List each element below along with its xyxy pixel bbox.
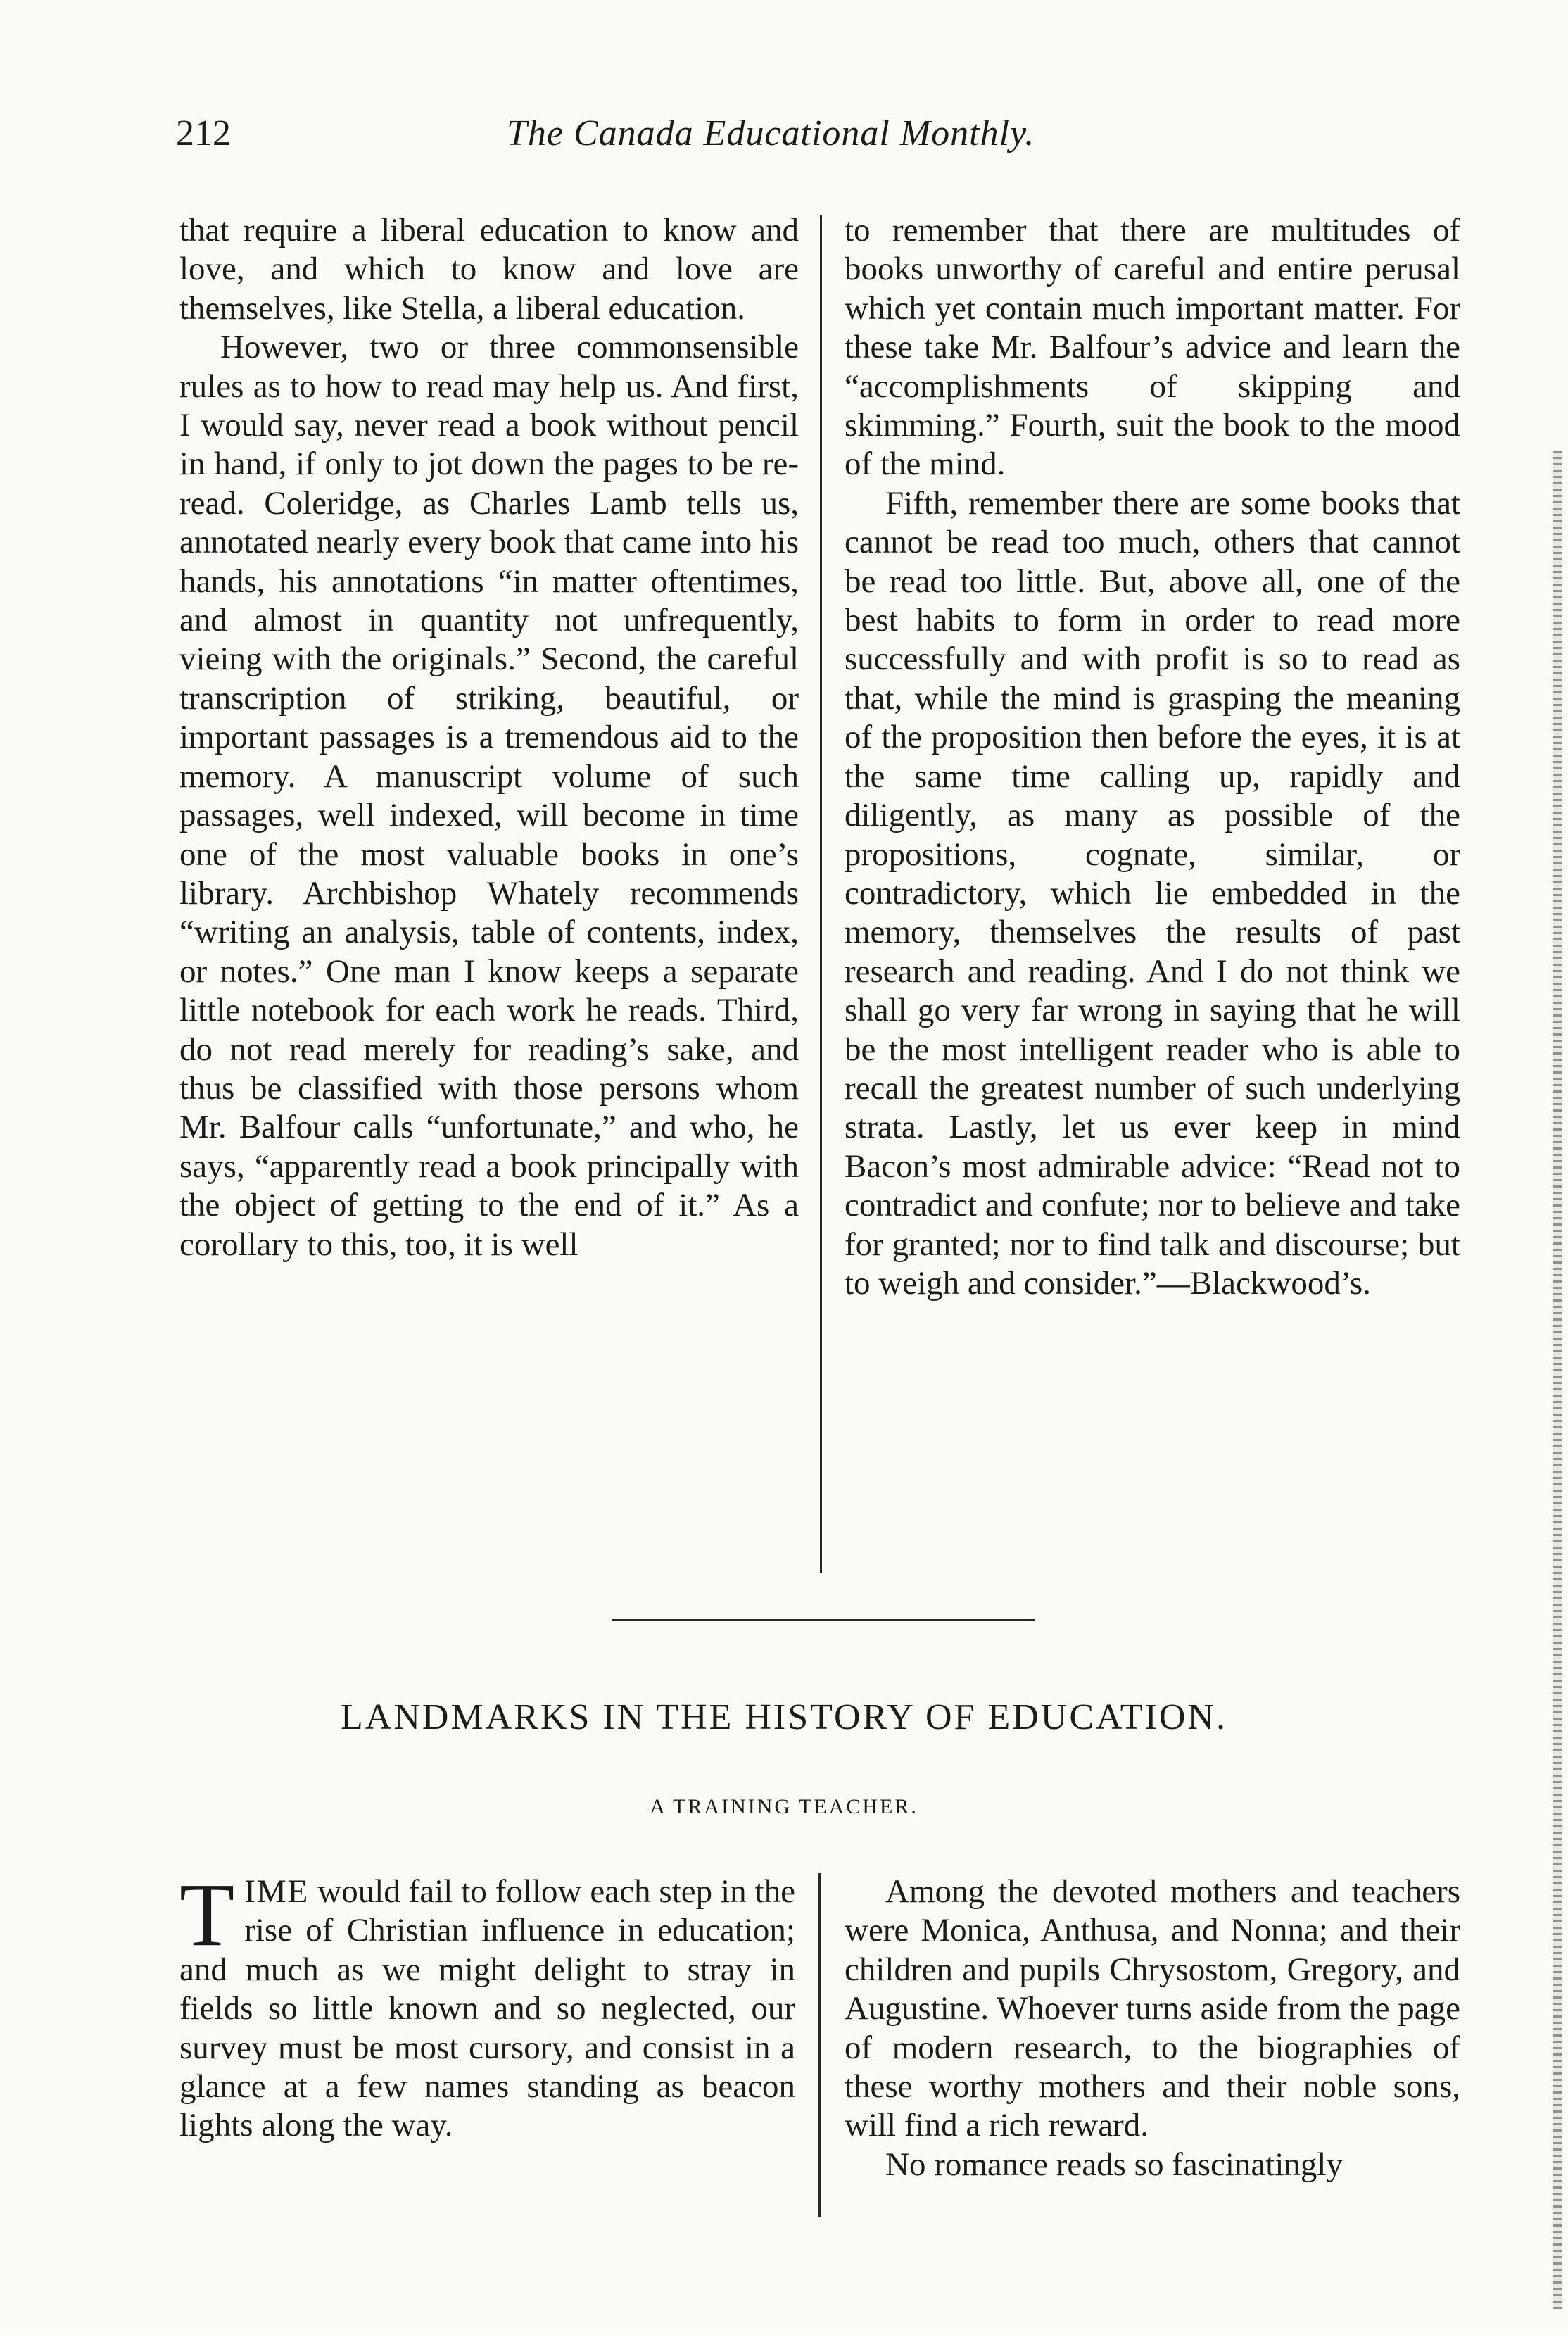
top-left-column [179,211,799,1264]
top-right-column [845,211,1460,1303]
column-rule [820,215,822,1573]
running-head [176,113,1175,169]
paragraph: to remember that there are multitudes of books unworthy of careful and entire perusal which yet contain much important matter. For these take Mr. Balfour’s advice and learn the “accomplishments of skipping and skimming.” Fourth, suit the book to the mood of the mind. [845,212,1460,483]
page-number: 212 [176,113,231,153]
bottom-left-column [179,1865,795,2146]
column-rule [818,1873,821,2217]
paragraph: However, two or three commonsensible rules as to how to read may help us. And first, I would say, never read a book without pencil in hand, if only to jot down the pages to be reread. Coleridge, as Charles Lamb tells us, annotated nearly every book that came into his hands, his annotations “in matter oftentimes, and almost in quantity not unfrequently, vieing with the originals.” Second, the careful transcription of striking, beautiful, or important passages is a tremendous aid to the memory. A manuscript volume of such passages, well indexed, will become in time one of the most valuable books in one’s library. Archbishop Whately recommends “writing an analysis, table of contents, index, or notes.” One man I know keeps a separate little notebook for each work he reads. Third, do not read merely for reading’s sake, and thus be classified with those persons whom Mr. Balfour calls “unfortunate,” and who, he says, “apparently read a book principally with the object of getting to the end of it.” As a corollary to this, too, it is well [179,329,799,1263]
paragraph: Among the devoted mothers and teachers were Monica, Anthusa, and Nonna; and their children and pupils Chrysostom, Gregory, and Augustine. Whoever turns aside from the page of modern research, to the biographies of these worthy mothers and their noble sons, will find a rich reward. [845,1873,1460,2144]
paragraph: Fifth, remember there are some books that cannot be read too much, others that cannot be read too little. But, above all, one of the best habits to form in order to read more successfully and with profit is so to read as that, while the mind is grasping the meaning of the proposition then before the eyes, it is at the same time calling up, rapidly and diligently, as many as possible of the propositions, cognate, similar, or contradictory, which lie embedded in the memory, themselves the results of past research and reading. And I do not think we shall go very far wrong in saying that he will be the most intelligent reader who is able to recall the greatest number of such underlying strata. Lastly, let us ever keep in mind Bacon’s most admirable advice: “Read not to contradict and confute; nor to believe and take for granted; nor to find talk and discourse; but to weigh and consider.”—Blackwood’s. [845,484,1460,1302]
page-edge-shadow [1553,451,1562,2309]
opening-paragraph [179,1865,795,2146]
paragraph-text: would fail to follow each step in the rise of Christian influence in education; and much as we might delight to stray in fields so little known and so neglected, our survey must be most cursory, and consist in a glance at a few names standing as beacon lights along the way. [179,1873,795,2144]
paragraph: No romance reads so fascinatingly [885,2146,1343,2183]
paragraph: that require a liberal education to know and love, and which to know and love are themselves, like Stella, a liberal education. [179,212,799,327]
section-divider [612,1619,1035,1621]
section-subtitle: A TRAINING TEACHER. [650,1795,918,1818]
bottom-right-column [845,1873,1460,2184]
first-word-rest: IME [244,1873,310,1910]
drop-cap: T [179,1865,235,1965]
journal-title: The Canada Educational Monthly. [507,113,1035,153]
section-title: LANDMARKS IN THE HISTORY OF EDUCATION. [341,1697,1227,1737]
